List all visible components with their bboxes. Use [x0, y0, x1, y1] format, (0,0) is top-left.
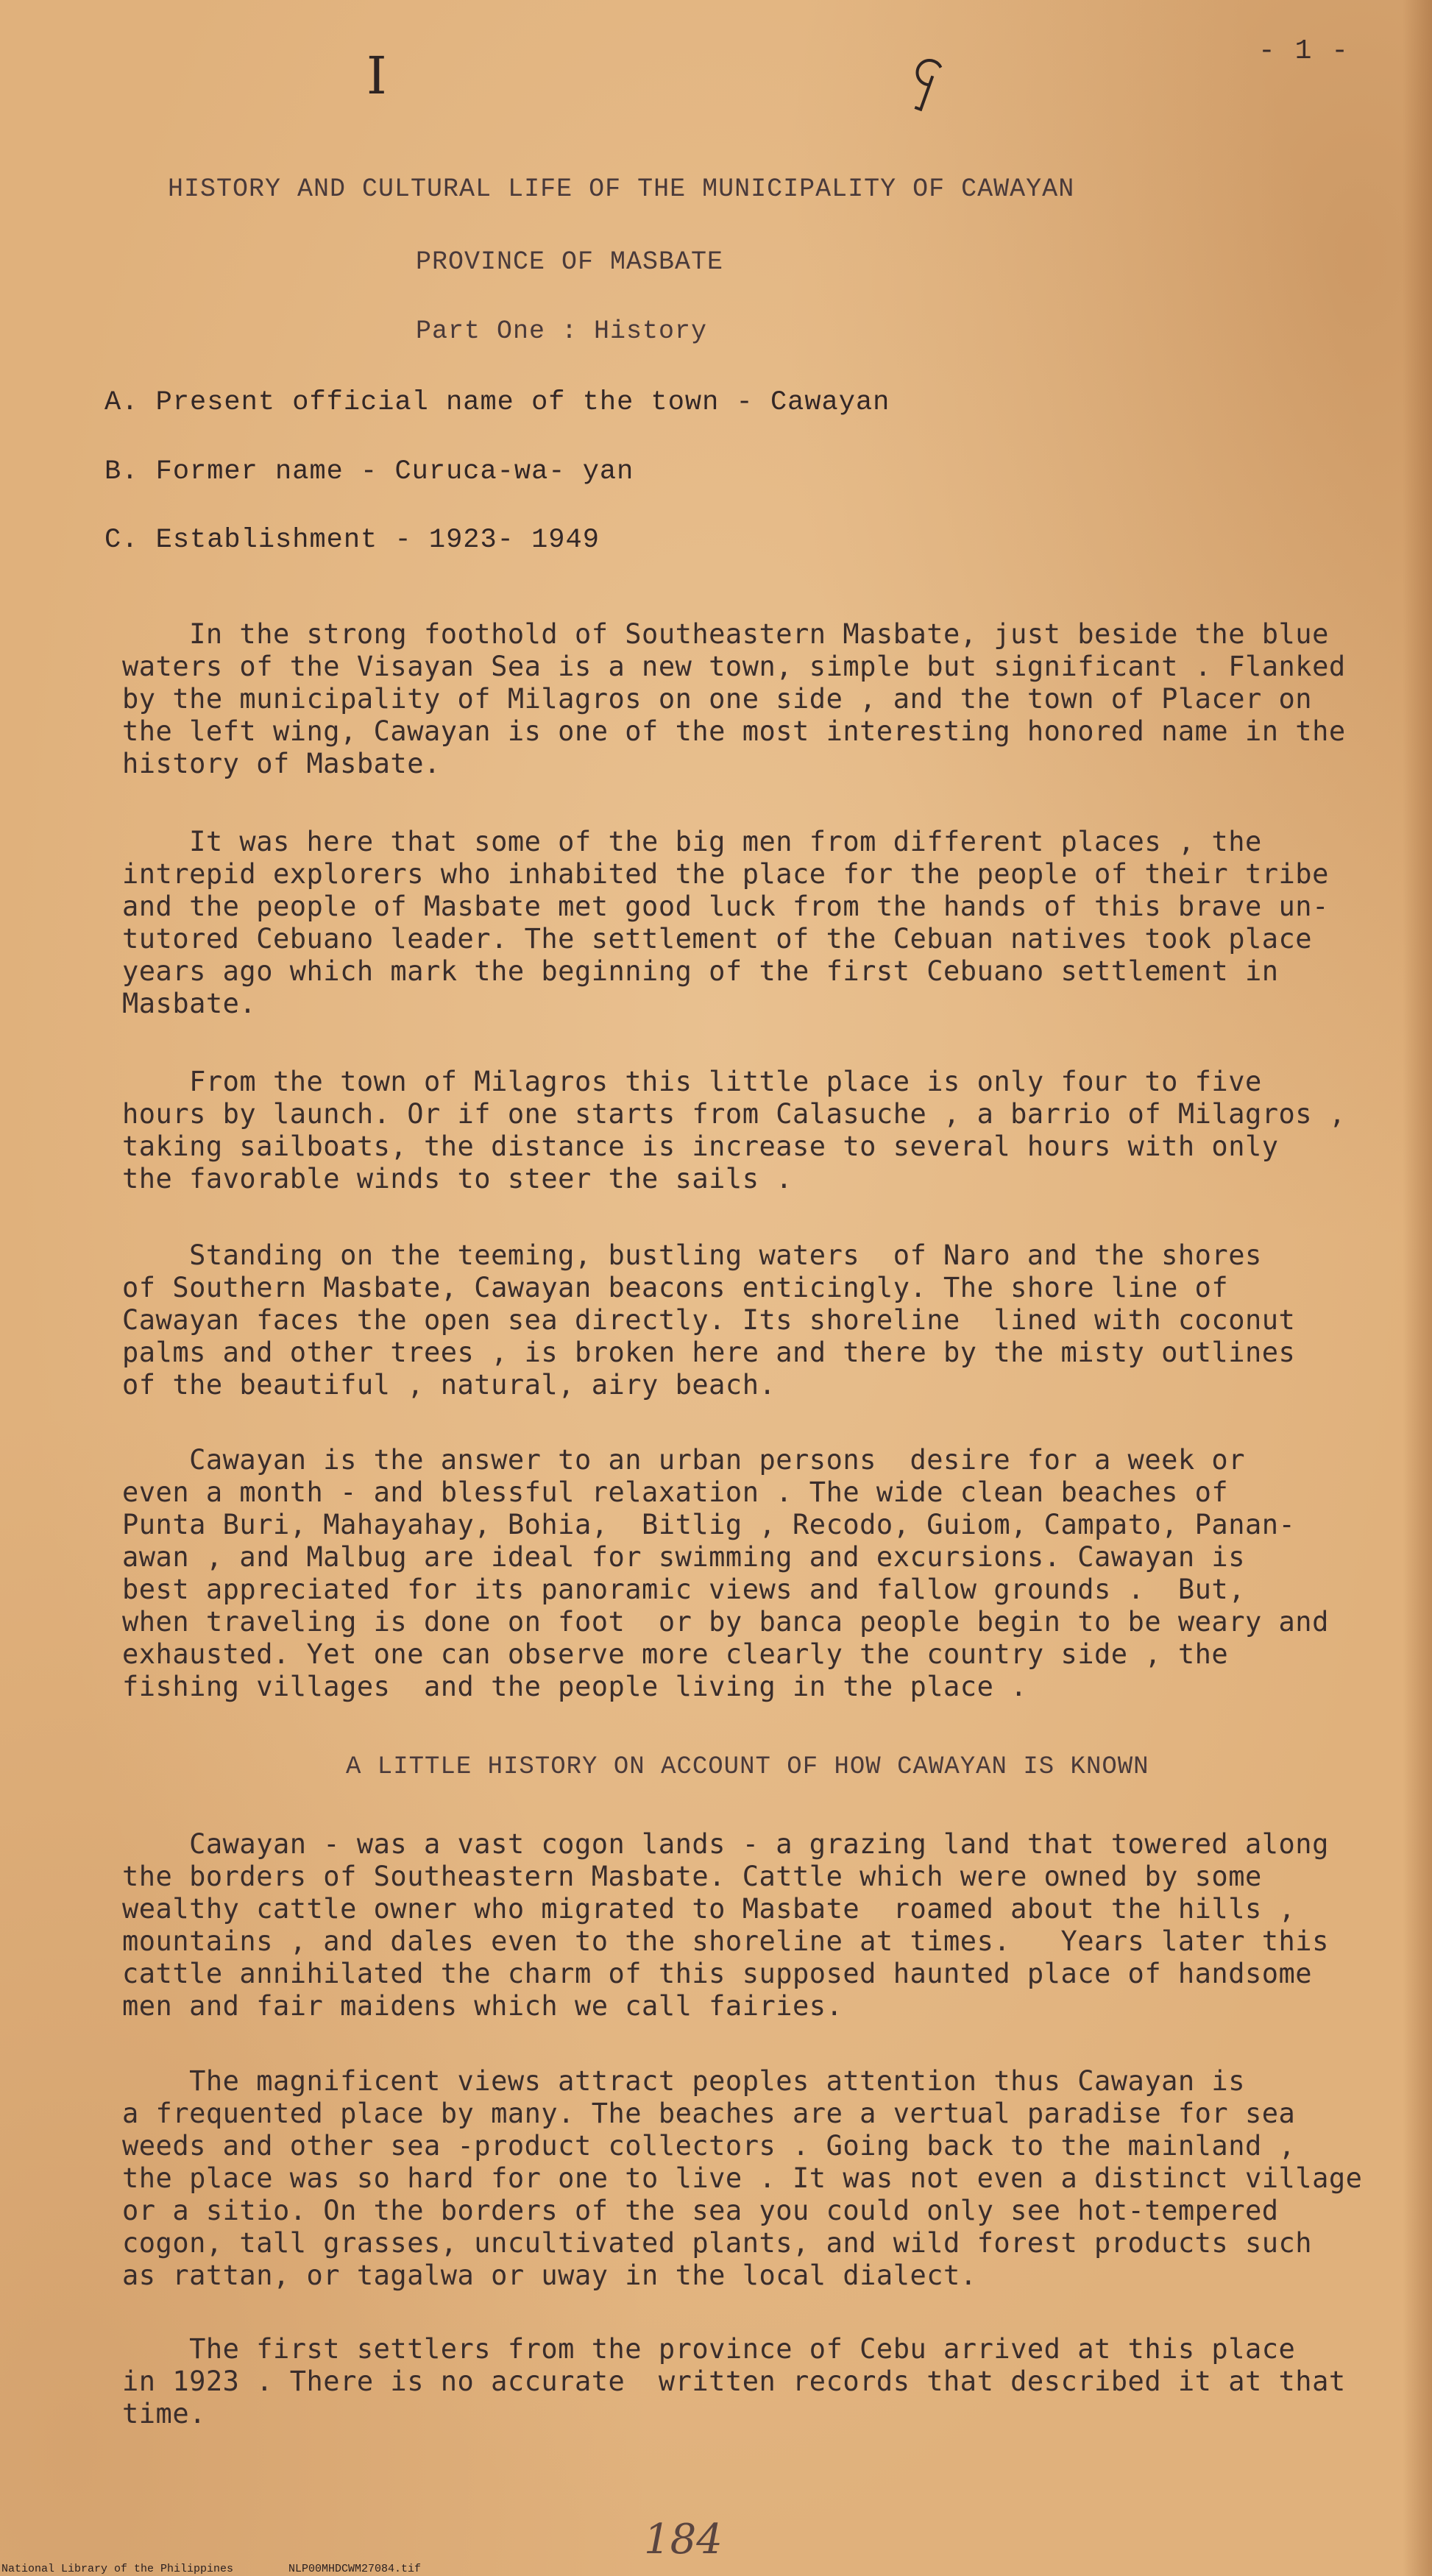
file-identifier: NLP00MHDCWM27084.tif — [288, 2563, 422, 2575]
ink-mark-center: ႁ — [912, 31, 946, 99]
handwritten-page-number: 184 — [644, 2516, 723, 2563]
section-heading: A LITTLE HISTORY ON ACCOUNT OF HOW CAWAYAN IS KNOWN — [346, 1753, 1149, 1781]
province-heading: PROVINCE OF MASBATE — [416, 247, 724, 277]
paragraph-5: Cawayan is the answer to an urban persons desire for a week or even a month - and blessful relaxation . The wide clean beaches of Punta Buri, Mahayahay, Bohia, Bitlig , Recodo, Guiom, Campato, Panan- awan , and Malbug are ideal for swimming and excursions. Cawayan is best appreciated for its panoramic views and fallow grounds . But, when traveling is done on foot or by banca people begin to be weary and exhausted. Yet one can observe more clearly the country side , the fishing villages and the people living in the place . — [122, 1444, 1329, 1702]
paragraph-8: The first settlers from the province of Cebu arrived at this place in 1923 . There is no accurate written records that described it at that time. — [122, 2333, 1346, 2430]
document-title: HISTORY AND CULTURAL LIFE OF THE MUNICIPALITY OF CAWAYAN — [168, 174, 1075, 204]
ink-mark-left: I — [366, 46, 387, 106]
paragraph-6: Cawayan - was a vast cogon lands - a grazing land that towered along the borders of Southeastern Masbate. Cattle which were owned by some wealthy cattle owner who migrated to Masbate roamed about the hills , mountains , and dales even to the shoreline at times. Years later this cattle annihilated the charm of this supposed haunted place of handsome men and fair maidens which we call fairies. — [122, 1828, 1329, 2022]
item-official-name: A. Present official name of the town - Cawayan — [104, 387, 890, 418]
item-former-name: B. Former name - Curuca-wa- yan — [104, 456, 634, 487]
item-establishment: C. Establishment - 1923- 1949 — [104, 525, 600, 556]
paragraph-7: The magnificent views attract peoples attention thus Cawayan is a frequented place by many. The beaches are a vertual paradise for sea weeds and other sea -product collectors . Going back to the mainland , the place was so hard for one to live . It was not even a distinct village or a sitio. On the borders of the sea you could only see hot-tempered cogon, tall grasses, uncultivated plants, and wild forest products such as rattan, or tagalwa or uway in the local dialect. — [122, 2065, 1363, 2291]
paragraph-2: It was here that some of the big men from different places , the intrepid explorers who inhabited the place for the people of their tribe and the people of Masbate met good luck from the hands of this brave un- tutored Cebuano leader. The settlement of the Cebuan natives took place years ago which mark the beginning of the first Cebuano settlement in Masbate. — [122, 826, 1329, 1019]
paragraph-4: Standing on the teeming, bustling waters of Naro and the shores of Southern Masbate, Cawayan beacons enticingly. The shore line of Cawayan faces the open sea directly. Its shoreline lined with coconut palms and other trees , is broken here and there by the misty outlines of the beautiful , natural, airy beach. — [122, 1239, 1296, 1401]
paragraph-1: In the strong foothold of Southeastern Masbate, just beside the blue waters of the Visayan Sea is a new town, simple but significant . Flanked by the municipality of Milagros on one side , and the town of Placer on the left wing, Cawayan is one of the most interesting honored name in the history of Masbate. — [122, 618, 1346, 779]
page-edge-shadow — [1403, 0, 1432, 2576]
library-credit: National Library of the Philippines — [1, 2563, 234, 2575]
part-heading: Part One : History — [416, 316, 708, 346]
paragraph-3: From the town of Milagros this little place is only four to five hours by launch. Or if one starts from Calasuche , a barrio of Milagros , taking sailboats, the distance is increase to several hours with only the favorable winds to steer the sails . — [122, 1066, 1346, 1195]
page-number: - 1 - — [1258, 35, 1350, 67]
